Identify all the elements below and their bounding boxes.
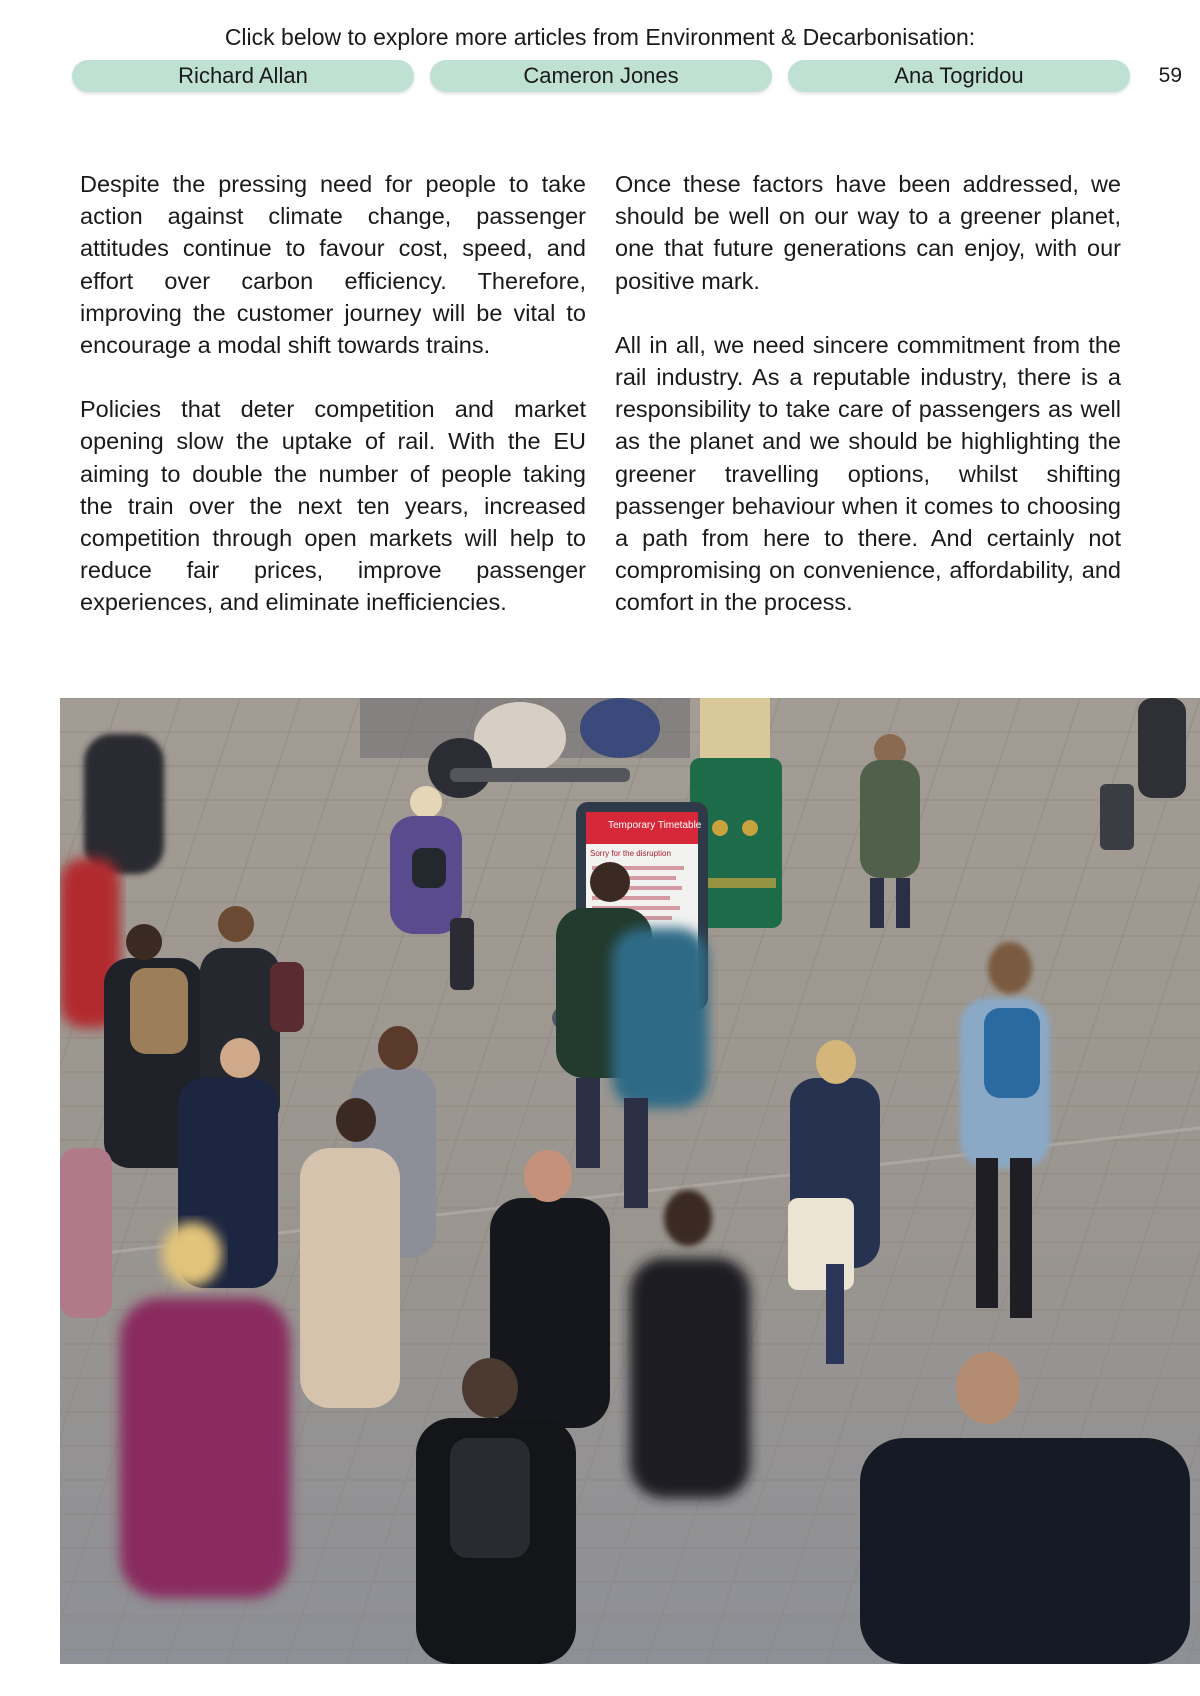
paragraph: Despite the pressing need for people to take action against climate change, passenger attitudes continue to favour cost, speed, and effort over carbon efficiency. Therefore, improving the customer journey will be vital to encourage a modal shift towards trains.	[80, 171, 586, 359]
paragraph: Once these factors have been addressed, we should be well on our way to a greener planet, one that future generations can enjoy, with our positive mark.	[615, 171, 1121, 294]
link-richard-allan[interactable]: Richard Allan	[72, 60, 414, 92]
page-number: 59	[1158, 64, 1182, 87]
sign-subtitle: Sorry for the disruption	[590, 849, 671, 858]
station-concourse-photo	[60, 698, 1200, 1664]
sign-title: Temporary Timetable	[608, 820, 702, 831]
nav-caption	[0, 24, 1200, 51]
paragraph: All in all, we need sincere commitment from the rail industry. As a reputable industry, there is a responsibility to take care of passengers as well as the planet and we should be highlighting the greener travelling options, whilst shifting passenger behaviour when it comes to choosing a path from here to there. And certainly not compromising on convenience, affordability, and comfort in the process.	[615, 331, 1121, 616]
paragraph: Policies that deter competition and market opening slow the uptake of rail. With the EU aiming to double the number of people taking the train over the next ten years, increased competition through open markets will help to reduce fair prices, improve passenger experiences, and eliminate inefficiencies.	[80, 396, 586, 616]
link-ana-togridou[interactable]: Ana Togridou	[788, 60, 1130, 92]
article-column-right	[615, 168, 1121, 651]
article-column-left	[80, 168, 586, 651]
link-cameron-jones[interactable]: Cameron Jones	[430, 60, 772, 92]
article-links	[72, 60, 1130, 92]
nav-caption-text: Click below to explore more articles from Environment & Decarbonisation:	[224, 24, 976, 50]
